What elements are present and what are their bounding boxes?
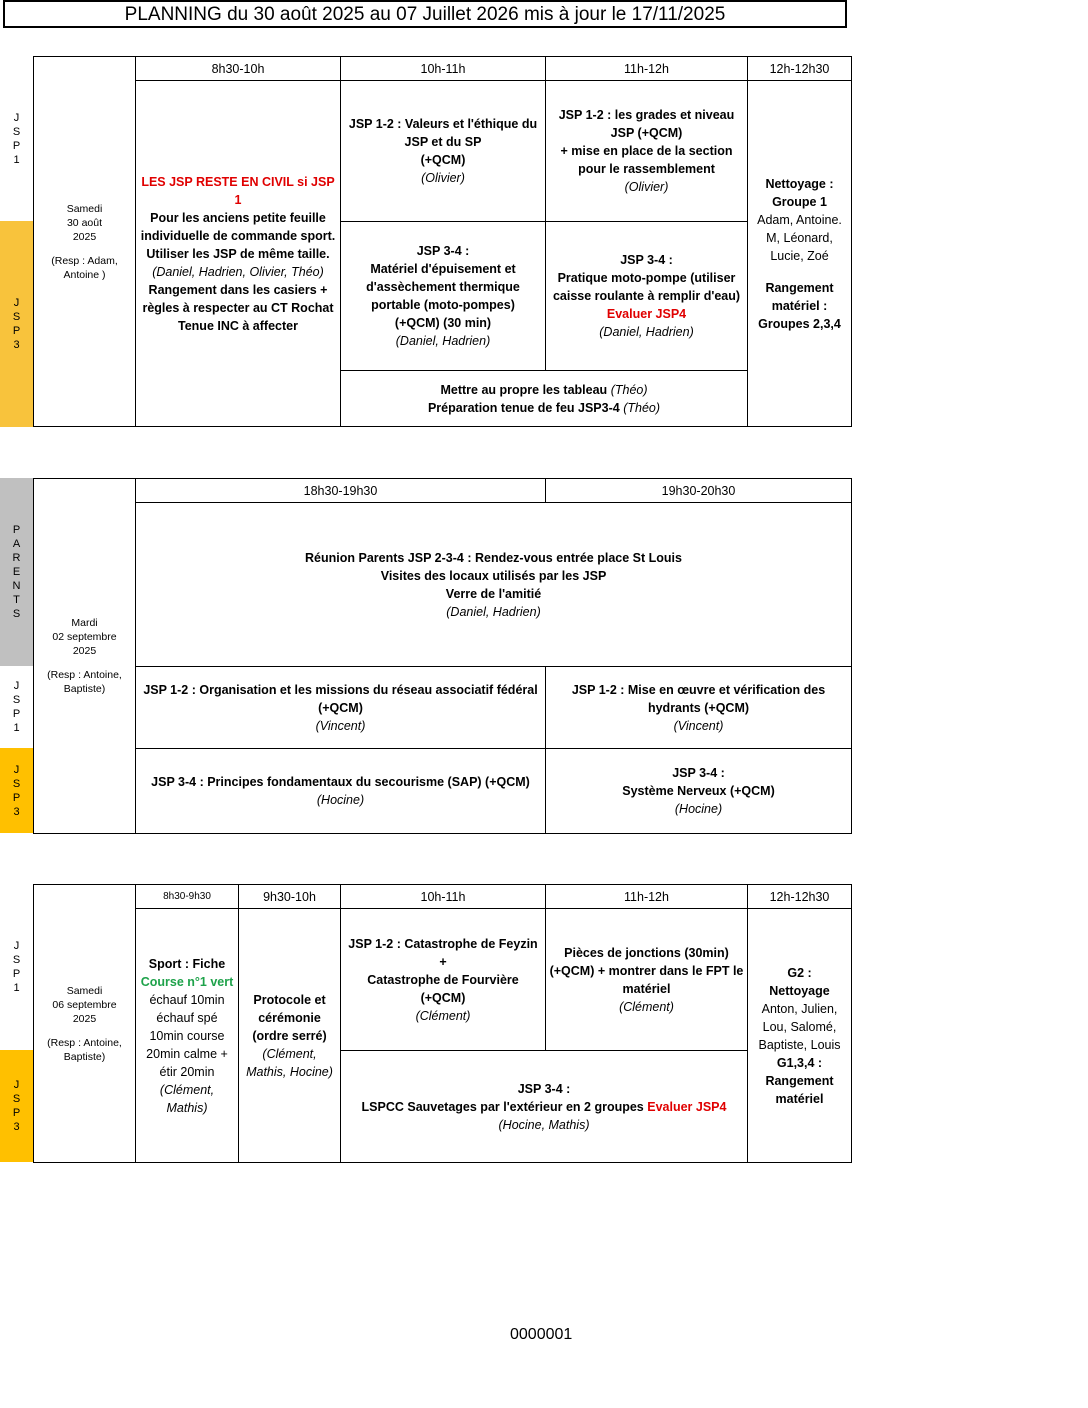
strip-jsp3: J S P 3 [0, 221, 33, 427]
time-header: 18h30-19h30 [136, 479, 546, 503]
strip-jsp3: J S P 3 [0, 1050, 33, 1162]
session-cell: JSP 3-4 : LSPCC Sauvetages par l'extérieur en 2 groupes Evaluer JSP4 (Hocine, Mathis) [341, 1051, 748, 1163]
session-cell: JSP 1-2 : Catastrophe de Feyzin + Catastrophe de Fourvière (+QCM) (Clément) [341, 909, 546, 1051]
week3-table [33, 884, 852, 1163]
session-cell: Nettoyage : Groupe 1 Adam, Antoine. M, Léonard, Lucie, Zoé Rangement matériel : Groupes 2,3,4 [748, 81, 852, 427]
session-cell: JSP 3-4 : Système Nerveux (+QCM) (Hocine) [546, 749, 852, 834]
strip-jsp1: J S P 1 [12, 940, 21, 994]
page-title: PLANNING du 30 août 2025 au 07 Juillet 2026 mis à jour le 17/11/2025 [3, 0, 847, 28]
time-header: 10h-11h [341, 57, 546, 81]
session-cell: Sport : Fiche Course n°1 vert échauf 10min échauf spé 10min course 20min calme + étir 20min (Clément, Mathis) [136, 909, 239, 1163]
session-cell: JSP 1-2 : les grades et niveau JSP (+QCM) + mise en place de la section pour le rassemblement (Olivier) [546, 81, 748, 222]
session-cell: JSP 3-4 : Principes fondamentaux du secourisme (SAP) (+QCM) (Hocine) [136, 749, 546, 834]
session-cell: JSP 1-2 : Valeurs et l'éthique du JSP et du SP (+QCM) (Olivier) [341, 81, 546, 222]
week2-table [33, 478, 852, 834]
time-header: 12h-12h30 [748, 885, 852, 909]
session-cell: JSP 1-2 : Mise en œuvre et vérification des hydrants (+QCM) (Vincent) [546, 667, 852, 749]
time-header: 11h-12h [546, 57, 748, 81]
time-header: 12h-12h30 [748, 57, 852, 81]
strip-jsp3: J S P 3 [0, 748, 33, 833]
time-header: 8h30-9h30 [136, 885, 239, 909]
time-header: 8h30-10h [136, 57, 341, 81]
time-header: 19h30-20h30 [546, 479, 852, 503]
session-cell: Pièces de jonctions (30min) (+QCM) + montrer dans le FPT le matériel (Clément) [546, 909, 748, 1051]
time-header: 10h-11h [341, 885, 546, 909]
document-id: 0000001 [510, 1326, 573, 1343]
session-cell: Protocole et cérémonie (ordre serré) (Clément, Mathis, Hocine) [239, 909, 341, 1163]
session-cell: Réunion Parents JSP 2-3-4 : Rendez-vous entrée place St Louis Visites des locaux utilisés par les JSP Verre de l'amitié (Daniel, Hadrien) [136, 503, 852, 667]
week1-date-cell: Samedi 30 août 2025 (Resp : Adam, Antoine ) [34, 57, 136, 427]
week2-date-cell: Mardi 02 septembre 2025 (Resp : Antoine, Baptiste) [34, 479, 136, 834]
week3-date-cell: Samedi 06 septembre 2025 (Resp : Antoine, Baptiste) [34, 885, 136, 1163]
strip-jsp1: J S P 1 [12, 111, 21, 166]
time-header: 9h30-10h [239, 885, 341, 909]
session-cell: LES JSP RESTE EN CIVIL si JSP 1 Pour les anciens petite feuille individuelle de commande sport. Utiliser les JSP de même taille. (Daniel, Hadrien, Olivier, Théo) Rangement dans les casiers + règles à respecter au CT Rochat Tenue INC à affecter [136, 81, 341, 427]
strip-jsp1: J S P 1 [12, 680, 21, 734]
session-cell: JSP 3-4 : Pratique moto-pompe (utiliser caisse roulante à remplir d'eau) Evaluer JSP4 (Daniel, Hadrien) [546, 222, 748, 371]
session-cell: JSP 3-4 : Matériel d'épuisement et d'assèchement thermique portable (moto-pompes) (+QCM) (30 min) (Daniel, Hadrien) [341, 222, 546, 371]
strip-parents: P A R E N T S [0, 478, 33, 666]
time-header: 11h-12h [546, 885, 748, 909]
session-cell: Mettre au propre les tableau (Théo) Préparation tenue de feu JSP3-4 (Théo) [341, 371, 748, 427]
session-cell: G2 : Nettoyage Anton, Julien, Lou, Salomé, Baptiste, Louis G1,3,4 : Rangement matériel [748, 909, 852, 1163]
week1-table [33, 56, 852, 427]
session-cell: JSP 1-2 : Organisation et les missions du réseau associatif fédéral (+QCM) (Vincent) [136, 667, 546, 749]
